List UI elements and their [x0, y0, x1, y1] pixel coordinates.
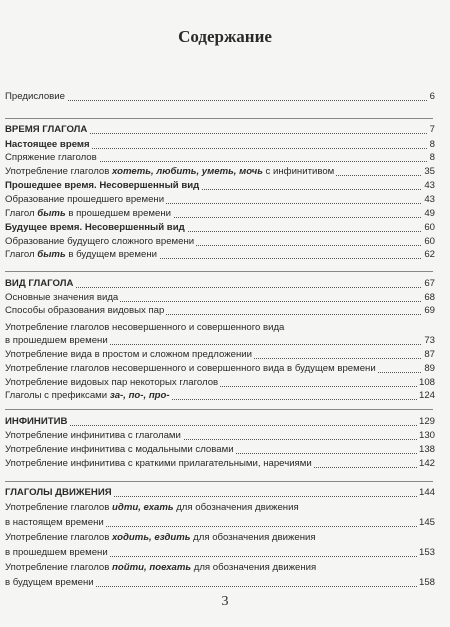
toc-entry[interactable]: [5, 377, 435, 389]
toc-entry-text: Употребление глаголов: [5, 502, 113, 513]
toc-entry-title: [5, 278, 75, 290]
toc-entry-title: [5, 91, 67, 103]
toc-entry-text: ВРЕМЯ ГЛАГОЛА: [5, 124, 88, 135]
toc-entry[interactable]: [5, 208, 435, 220]
toc-entry[interactable]: [5, 194, 435, 206]
toc-entry[interactable]: [5, 139, 435, 151]
toc-entry-title: [5, 139, 92, 151]
toc-entry-text: Прошедшее время. Несовершенный вид: [5, 180, 200, 191]
toc-entry-text: Будущее время. Несовершенный вид: [5, 222, 185, 233]
toc-entry-text: Глагол: [5, 249, 38, 260]
toc-entry-title: [5, 547, 110, 559]
toc-entry-title: [5, 166, 336, 178]
toc-entry-title: [5, 363, 378, 375]
toc-page-number: 49: [424, 208, 435, 219]
toc-entry-text: в прошедшем времени: [65, 208, 172, 219]
toc-page-number: 60: [424, 222, 435, 233]
toc-entry-text: ИНФИНИТИВ: [5, 416, 68, 427]
toc-entry[interactable]: [5, 91, 435, 103]
toc-entry-text: Образование прошедшего времени: [5, 194, 165, 205]
toc-entry-text: за-, по-, про-: [109, 390, 170, 401]
toc-page-number: 7: [429, 124, 435, 135]
toc-entry-title: [5, 208, 173, 220]
toc-entry-text: Употребление инфинитива с краткими прилагательными, наречиями: [5, 458, 312, 469]
toc-entry[interactable]: [5, 430, 435, 442]
toc-entry[interactable]: [5, 236, 435, 248]
toc-entry-text: Глаголы с префиксами: [5, 390, 110, 401]
toc-entry-title: [5, 305, 166, 317]
toc-entry-title: [5, 487, 114, 499]
toc-entry-title: [5, 292, 120, 304]
toc-entry-text: Употребление инфинитива с глаголами: [5, 430, 181, 441]
toc-entry-title: [5, 152, 99, 164]
toc-entry-title: [5, 532, 318, 544]
toc-entry-text: Употребление вида в простом и сложном предложении: [5, 349, 252, 360]
toc-entry-title: [5, 390, 172, 402]
toc-entry[interactable]: [5, 577, 435, 589]
toc-entry-text: Употребление глаголов: [5, 166, 113, 177]
toc-page-number: 138: [418, 444, 435, 455]
toc-entry[interactable]: [5, 562, 435, 574]
toc-entry-title: [5, 562, 318, 574]
toc-entry[interactable]: [5, 532, 435, 544]
toc-page-number: 67: [424, 278, 435, 289]
toc-page-number: 43: [424, 194, 435, 205]
toc-page-number: 108: [418, 377, 435, 388]
toc-entry-text: Употребление глаголов несовершенного и совершенного вида в будущем времени: [5, 363, 376, 374]
toc-entry-text: в прошедшем времени: [5, 547, 108, 558]
toc-entry[interactable]: [5, 458, 435, 470]
toc-entry[interactable]: [5, 292, 435, 304]
toc-entry[interactable]: [5, 517, 435, 529]
toc-entry-text: Спряжение глаголов: [5, 152, 97, 163]
toc-page-number: 158: [418, 577, 435, 588]
toc-entry-text: в будущем времени: [65, 249, 157, 260]
toc-entry-text: Образование будущего сложного времени: [5, 236, 195, 247]
toc-page-number: 35: [424, 166, 435, 177]
toc-entry-title: [5, 236, 196, 248]
toc-entry[interactable]: [5, 547, 435, 559]
toc-entry-text: быть: [37, 249, 66, 260]
toc-page-number: 68: [424, 292, 435, 303]
toc-entry[interactable]: [5, 249, 435, 261]
toc-entry[interactable]: [5, 363, 435, 375]
section-divider: [5, 481, 433, 482]
toc-page-number: 153: [418, 547, 435, 558]
toc-entry-title: [5, 377, 220, 389]
toc-page-number: 87: [424, 349, 435, 360]
section-divider: [5, 118, 433, 119]
section-divider: [5, 409, 433, 410]
toc-entry-text: в прошедшем времени: [5, 335, 108, 346]
toc-page-number: 6: [429, 91, 435, 102]
toc-entry-text: для обозначения движения: [190, 532, 316, 543]
toc-entry-text: Глагол: [5, 208, 38, 219]
dot-leader: [5, 100, 435, 101]
toc-page-number: 60: [424, 236, 435, 247]
toc-entry-text: Употребление глаголов: [5, 562, 113, 573]
toc-entry-title: [5, 124, 89, 136]
toc-entry-title: [5, 444, 236, 456]
toc-entry-text: в будущем времени: [5, 577, 94, 588]
toc-entry[interactable]: [5, 322, 435, 334]
toc-entry[interactable]: [5, 166, 435, 178]
toc-entry[interactable]: [5, 502, 435, 514]
toc-entry-text: быть: [37, 208, 66, 219]
toc-entry-text: Способы образования видовых пар: [5, 305, 165, 316]
dot-leader: [5, 425, 435, 426]
toc-page-number: 142: [418, 458, 435, 469]
toc-entry[interactable]: [5, 416, 435, 428]
toc-entry-title: [5, 249, 159, 261]
toc-entry-text: Предисловие: [5, 91, 65, 102]
page-number: 3: [221, 594, 229, 609]
toc-entry-title: [5, 502, 301, 514]
toc-entry[interactable]: [5, 180, 435, 192]
toc-entry[interactable]: [5, 487, 435, 499]
toc-entry[interactable]: [5, 305, 435, 317]
toc-entry[interactable]: [5, 152, 435, 164]
toc-entry-text: ходить, ездить: [112, 532, 191, 543]
toc-page-number: 73: [424, 335, 435, 346]
toc-page-number: 43: [424, 180, 435, 191]
toc-page-number: 124: [418, 390, 435, 401]
toc-entry[interactable]: [5, 335, 435, 347]
toc-entry-title: [5, 335, 110, 347]
toc-page-number: 62: [424, 249, 435, 260]
toc-entry[interactable]: [5, 278, 435, 290]
page-title: Содержание: [178, 27, 272, 46]
toc-entry-text: Употребление видовых пар некоторых глаголов: [5, 377, 219, 388]
toc-entry-text: в настоящем времени: [5, 517, 104, 528]
toc-page-number: 89: [424, 363, 435, 374]
toc-entry-text: Употребление глаголов несовершенного и совершенного вида: [5, 322, 285, 333]
toc-entry-text: для обозначения движения: [173, 502, 299, 513]
toc-entry-title: [5, 517, 106, 529]
toc-page-number: 8: [429, 152, 435, 163]
toc-page-number: 129: [418, 416, 435, 427]
toc-entry-title: [5, 349, 254, 361]
toc-entry-title: [5, 194, 166, 206]
toc-page-number: 69: [424, 305, 435, 316]
toc-entry-text: Употребление глаголов: [5, 532, 113, 543]
toc-entry[interactable]: [5, 124, 435, 136]
toc-entry-text: Настоящее время: [5, 139, 90, 150]
toc-entry-text: с инфинитивом: [262, 166, 335, 177]
toc-entry-text: для обозначения движения: [191, 562, 317, 573]
toc-entry-text: хотеть, любить, уметь, мочь: [112, 166, 263, 177]
toc-page-number: 144: [418, 487, 435, 498]
toc-entry[interactable]: [5, 349, 435, 361]
toc-entry[interactable]: [5, 390, 435, 402]
toc-entry-text: пойти, поехать: [112, 562, 192, 573]
toc-entry-title: [5, 322, 286, 334]
toc-page-number: 145: [418, 517, 435, 528]
toc-entry-title: [5, 458, 314, 470]
toc-entry-text: Основные значения вида: [5, 292, 119, 303]
toc-entry-text: ГЛАГОЛЫ ДВИЖЕНИЯ: [5, 487, 112, 498]
toc-entry-title: [5, 180, 201, 192]
toc-entry-title: [5, 430, 183, 442]
section-divider: [5, 271, 433, 272]
toc-entry-title: [5, 577, 96, 589]
toc-entry[interactable]: [5, 222, 435, 234]
toc-page-number: 130: [418, 430, 435, 441]
toc-entry-text: идти, ехать: [112, 502, 174, 513]
toc-page-number: 8: [429, 139, 435, 150]
toc-entry-title: [5, 222, 187, 234]
toc-entry[interactable]: [5, 444, 435, 456]
toc-entry-title: [5, 416, 69, 428]
toc-entry-text: ВИД ГЛАГОЛА: [5, 278, 74, 289]
toc-entry-text: Употребление инфинитива с модальными словами: [5, 444, 234, 455]
